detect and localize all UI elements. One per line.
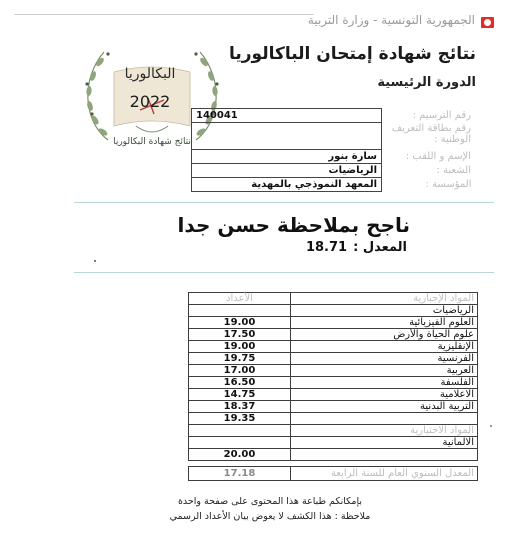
overall-average-value: 17.18 <box>189 467 291 481</box>
info-row-name <box>192 150 476 164</box>
subject-name: الرياضيات <box>291 305 478 317</box>
student-name: سارة بنور <box>192 150 382 164</box>
info-row-registration <box>192 109 476 123</box>
subject-name: علوم الحياة والأرض <box>291 329 478 341</box>
subject-name: الاعلامية <box>291 389 478 401</box>
grade-value <box>189 437 291 449</box>
grade-value: 18.37 <box>189 401 291 413</box>
speck-mark <box>94 260 96 262</box>
grade-value: 17.50 <box>189 329 291 341</box>
overall-average-label: المعدل السنوي العام للسنة الرابعة <box>291 467 478 481</box>
optional-header-subject: المواد الاختيارية <box>291 425 478 437</box>
info-row-section <box>192 164 476 178</box>
grades-table <box>188 292 478 461</box>
disclaimer-note: ملاحظة : هذا الكشف لا يعوض بيان الأعداد الرسمي <box>169 511 371 522</box>
id-card-label: رقم بطاقة التعريف الوطنية : <box>391 122 471 145</box>
overall-average-table <box>188 466 478 481</box>
school-value: المعهد النموذجي بالمهدية <box>192 178 382 192</box>
grade-value: 19.35 <box>189 413 291 425</box>
table-row <box>189 389 478 401</box>
session-subtitle: الدورة الرئيسية <box>377 75 476 90</box>
average-line <box>100 240 410 255</box>
id-card-number <box>192 123 382 150</box>
table-row <box>189 377 478 389</box>
subject-name: الالمانية <box>291 437 478 449</box>
optional-header-grade <box>189 425 291 437</box>
header-divider <box>14 14 314 15</box>
subject-name: التربية البدنية <box>291 401 478 413</box>
table-row <box>189 317 478 329</box>
grades-header-grade: الأعداد <box>189 293 291 305</box>
page-title: نتائج شهادة إمتحان الباكالوريا <box>228 44 476 64</box>
table-row <box>189 341 478 353</box>
subject-name: الفلسفة <box>291 377 478 389</box>
grade-value: 19.75 <box>189 353 291 365</box>
grade-value: 19.00 <box>189 341 291 353</box>
table-row <box>189 329 478 341</box>
table-row <box>189 305 478 317</box>
grade-value: 19.00 <box>189 317 291 329</box>
table-row <box>189 365 478 377</box>
table-row <box>189 353 478 365</box>
tunisia-flag-icon <box>481 17 494 28</box>
grade-value: 14.75 <box>189 389 291 401</box>
grade-value <box>189 305 291 317</box>
ministry-heading: الجمهورية التونسية - وزارة التربية <box>307 13 475 27</box>
registration-label: رقم الترسيم : <box>412 109 471 121</box>
overall-average-row <box>189 467 478 481</box>
table-row <box>189 401 478 413</box>
student-info-table <box>191 108 476 192</box>
subject-name <box>291 449 478 461</box>
info-row-school <box>192 178 476 192</box>
speck-mark <box>490 425 492 427</box>
table-row <box>189 413 478 425</box>
grade-value: 17.00 <box>189 365 291 377</box>
emblem-year: 2022 <box>129 92 171 111</box>
info-row-id-card <box>192 123 476 150</box>
emblem-word: البكالوريا <box>124 66 176 82</box>
section-label: الشعبة : <box>436 164 471 176</box>
divider-top <box>74 202 494 203</box>
grade-value: 20.00 <box>189 449 291 461</box>
name-label: الإسم و اللقب : <box>405 150 471 162</box>
grades-header-subject: المواد الإجبارية <box>291 293 478 305</box>
average-value: 18.71 <box>305 240 348 255</box>
result-heading: ناجح بملاحظة حسن جدا <box>177 213 410 237</box>
subject-name <box>291 413 478 425</box>
average-label: المعدل : <box>353 240 407 255</box>
optional-header-row <box>189 425 478 437</box>
grades-header-row <box>189 293 478 305</box>
grade-value: 16.50 <box>189 377 291 389</box>
subject-name: الإنقليزية <box>291 341 478 353</box>
print-note: بإمكانكم طباعة هذا المحتوى على صفحة واحدة <box>177 496 363 507</box>
subject-name: الفرنسية <box>291 353 478 365</box>
registration-number: 140041 <box>192 109 382 123</box>
school-label: المؤسسة : <box>425 178 472 190</box>
table-row <box>189 437 478 449</box>
divider-middle <box>74 272 494 273</box>
table-row <box>189 449 478 461</box>
subject-name: العربية <box>291 365 478 377</box>
subject-name: العلوم الفيزيائية <box>291 317 478 329</box>
emblem-caption: نتائج شهادة البكالوريا <box>113 137 191 147</box>
section-value: الرياضيات <box>192 164 382 178</box>
